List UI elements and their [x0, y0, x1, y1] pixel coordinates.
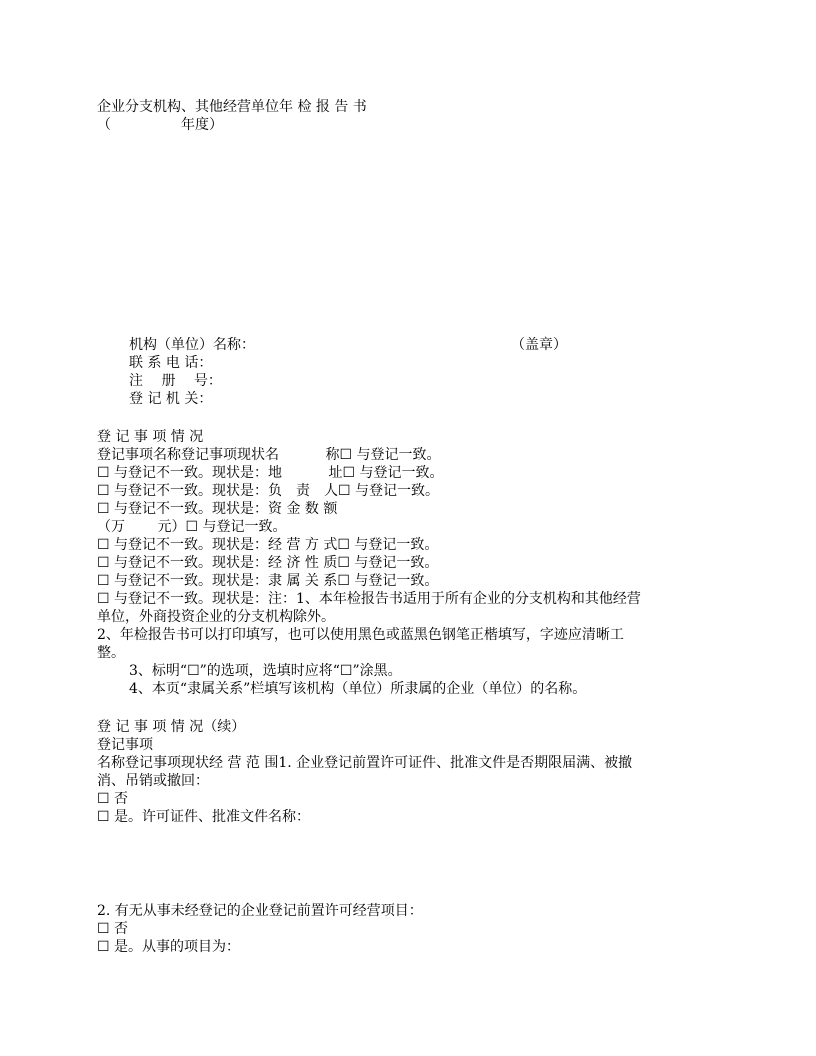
year-line: （ 年度）: [97, 117, 223, 133]
section2-line: 登记事项: [97, 737, 153, 753]
section1-heading: 登 记 事 项 情 况: [97, 429, 204, 445]
section1-line: 2、年检报告书可以打印填写，也可以使用黑色或蓝黑色钢笔正楷填写，字迹应清晰工: [97, 627, 624, 643]
question-2-option: ☐ 否: [97, 921, 129, 937]
note-4: 4、本页“隶属关系”栏填写该机构（单位）所隶属的企业（单位）的名称。: [129, 681, 587, 697]
report-title: 企业分支机构、其他经营单位年 检 报 告 书: [97, 99, 367, 115]
section1-line: ☐ 与登记不一致。现状是：隶 属 关 系☐ 与登记一致。: [97, 573, 439, 589]
reg-no-label: 注 册 号：: [129, 373, 222, 389]
section1-line: ☐ 与登记不一致。现状是：资 金 数 额: [97, 501, 338, 517]
reg-authority-label: 登 记 机 关：: [129, 391, 213, 407]
question-2: 2. 有无从事未经登记的企业登记前置许可经营项目：: [97, 903, 423, 919]
section1-line: （万 元）☐ 与登记一致。: [97, 519, 287, 535]
section2-heading: 登 记 事 项 情 况（续）: [97, 719, 246, 735]
section1-line: 登记事项名称登记事项现状名 称☐ 与登记一致。: [97, 447, 441, 463]
section1-line: ☐ 与登记不一致。现状是：经 营 方 式☐ 与登记一致。: [97, 537, 439, 553]
phone-label: 联 系 电 话：: [129, 355, 213, 371]
section2-option: ☐ 是。许可证件、批准文件名称：: [97, 809, 311, 825]
org-name-label: 机构（单位）名称：: [129, 337, 255, 353]
section1-line: ☐ 与登记不一致。现状是：地 址☐ 与登记一致。: [97, 465, 444, 481]
section1-line: 单位，外商投资企业的分支机构除外。: [97, 609, 335, 625]
section2-option: ☐ 否: [97, 791, 129, 807]
section1-line: ☐ 与登记不一致。现状是：注：1、本年检报告书适用于所有企业的分支机构和其他经营: [97, 591, 641, 607]
section1-line: ☐ 与登记不一致。现状是：负 责 人☐ 与登记一致。: [97, 483, 440, 499]
note-3: 3、标明“☐”的选项，选填时应将“☐”涂黑。: [129, 663, 402, 679]
section2-line: 名称登记事项现状经 营 范 围1. 企业登记前置许可证件、批准文件是否期限届满、被撤: [97, 755, 633, 771]
section1-line: 整。: [97, 645, 125, 661]
section2-line: 消、吊销或撤回：: [97, 773, 209, 789]
seal-label: （盖章）: [511, 337, 567, 353]
question-2-option: ☐ 是。从事的项目为：: [97, 939, 241, 955]
section1-line: ☐ 与登记不一致。现状是：经 济 性 质☐ 与登记一致。: [97, 555, 439, 571]
